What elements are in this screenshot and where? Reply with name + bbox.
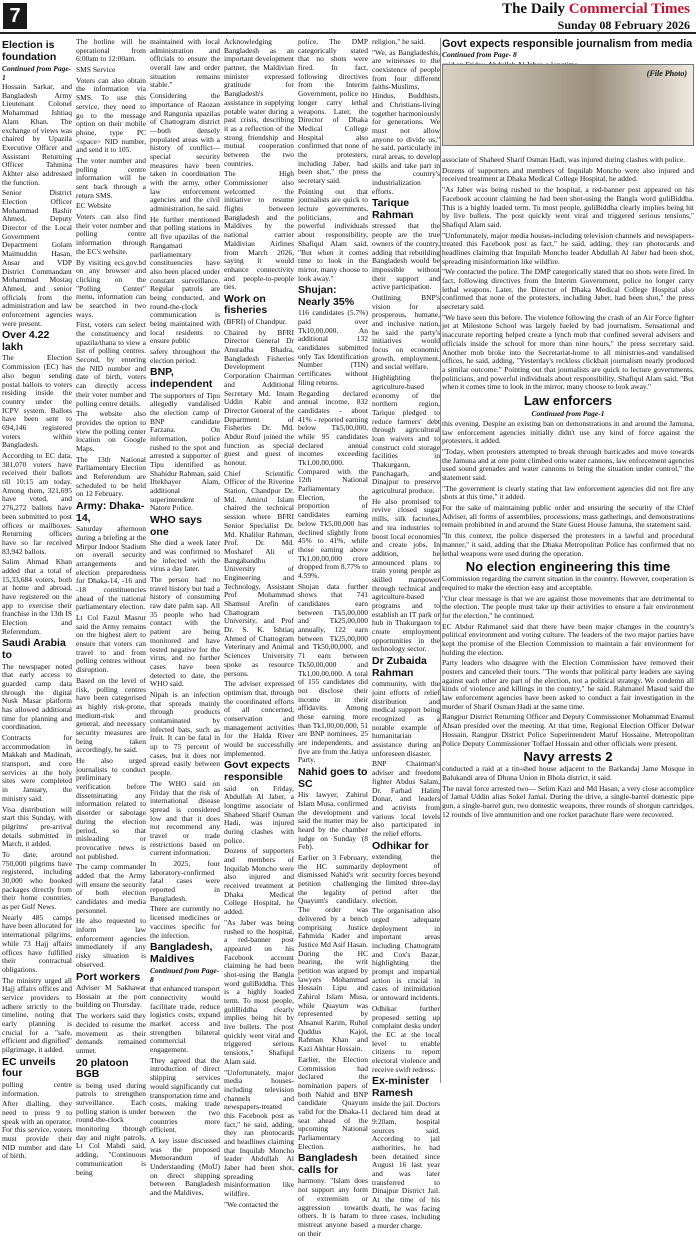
paragraph: Odhikar further proposed setting up complaint desks under the EC at the local level to enable citizens to report electoral violence and receive swift redress. <box>372 1003 440 1074</box>
paragraph: The Election Commission (EC) has also begun sending postal ballots to voters residing inside the country under the ICPV system. Ballots have been sent to 694,146 registered voters within Bangladesh. <box>2 353 72 450</box>
story-headline: Odhikar for <box>372 839 429 852</box>
story-law-body <box>442 420 694 558</box>
paragraph: inside the jail. Doctors declared him dead at 9:20am, hospital sources said. According to jail authorities, he had been detained since August 16 last year and was later transferred to Dinajpur District Jail. At the time of his death, he was facing three cases, including a murder charge. <box>372 1099 440 1231</box>
paragraph: The High Commissioner also welcomed the initiative to resume flights between Bangladesh and the Maldives by the national carrier Maldivian Airlines from March 2026, saying it would enhance connectivity and people-to-people ties. <box>224 169 294 292</box>
story-headline: Bangladesh, Maldives <box>150 941 213 965</box>
story-navy-body <box>442 765 694 819</box>
paragraph: Party leaders who disagree with the Election Commission have removed their posters and canceled their tours. "The words that political party leaders are saying against each other are part of the election, not a political strategy. We condemn all kinds of violence and killings in the country," he said. Rahmanel Masud said the law enforcement agencies have been asked to conduct a fair investigation in the murder of Sharif Osman Hadi at the same time. <box>442 658 694 711</box>
paragraph: The 13th National Parliamentary Election and Referendum are scheduled to be held on 12 February. <box>76 454 146 499</box>
paragraph: Commission regarding the current situation in the country. However, cooperation is required to make the election easy and acceptable. <box>442 574 694 592</box>
paragraph: is being used during patrols to strengthen surveillance. Each polling station is under round-the-clock monitoring through day and night patrols, Lt Col Mahdi said, adding, "Continuous communication is being <box>76 1080 146 1177</box>
paragraph: "As Jaber was being rushed to the hospital, a red-banner post appeared on his Facebook account claiming he had been shot-using the Bangla word guliBiddha. This is a highly loaded term. To most people, guliBiddha clearly implies being hit by live bullets. The post quickly went viral and triggered serious tensions," Shafiqul Alam said. <box>224 917 294 1066</box>
headline-govt-journalism: Govt expects responsible journalism from media <box>442 38 693 50</box>
column-divider <box>440 38 441 1083</box>
paragraph: BNP Chairman's adviser and freedom fighter Abdus Salam, Dr. Farhad Halim Donar, and leaders and activists from various local levels also participated in the relief efforts. <box>372 759 440 838</box>
paragraph: "We, as Bangladeshis, are witnesses to the coexistence of people from four different faiths-Muslims, Hindus, Buddhists, and Christians-living together harmoniously for generations. We must not allow anyone to divide us," he said, particularly in rural areas, to develop skills and take part in the country's industrialization efforts. <box>372 47 440 196</box>
paragraph: She died a week later and was confirmed to be infected with the virus a day later. <box>150 538 220 574</box>
paragraph: harmony. "Islam does not support any form of extremism or aggression towards others. It is haram to mistreat anyone based on their <box>298 1176 368 1238</box>
paragraph: Visa distribution will start this Sunday, with pilgrims' pre-arrival details submitted in March, it added. <box>2 804 72 849</box>
issue-date: Sunday 08 February 2026 <box>557 18 690 32</box>
paragraph: Chief Scientific Officer of the Riverine Station, Chandpur Dr. Md. Amirul Islam chaired the technical session where BFRI Senior Specialist Dr. Md. Khalilur Rahman, Prof. Dr. Md. Mosharef Ali of Bangabandhu University of Engineering and Technology, Assistant Prof Mohammad Shamsul Arefin of Chattogram University, and Prof Dr. S. K. Ishtiaq Ahmed of Chattogram Veterinary and Animal Sciences University spoke as resource persons. <box>224 468 294 678</box>
paragraph: He also urged journalists to conduct preliminary verification before disseminating any information related to disorder or sabotage during the election period, so that misleading or provocative news is not published. <box>76 756 146 861</box>
paragraph: The newspaper noted that early access to guarded camp data through the digital Nusk Masar platform has allowed additional time for planning and coordination. <box>2 661 72 732</box>
paragraph: Acknowledging Bangladesh as an important development partner, the Maldivian minister expressed gratitude for Bangladesh's assistance in supplying potable water during a past crisis, describing it as a reflection of the strong friendship and mutual cooperation between the two countries. <box>224 37 294 168</box>
story-headline: Bangladesh calls for <box>298 1152 358 1176</box>
story-noel-body <box>442 575 694 748</box>
story-headline: 20 platoon BGB <box>76 1056 129 1081</box>
paragraph: Nearly 485 camps have been allocated for international pilgrims, while 73 Hajj affairs offices have fulfilled their contractual obligations. <box>2 912 72 974</box>
paragraph: Salim Ahmad Khan added that a total of 15,33,684 voters, both at home and abroad, have registered on the app to exercise their franchise in the 13th IS Election and Referendum. <box>2 557 72 636</box>
paragraph: The camp commander added that the Army will ensure the security of both election candidates and media personnel. <box>76 862 146 915</box>
paragraph: "Our clear message is that we are against those movements that are detrimental to the election. The people must take up their activities to ensure a fair environment for the election," he continued. <box>442 593 694 620</box>
column-1 <box>2 38 72 1161</box>
paragraph: this evening. Despite an existing ban on demonstrations in and around the Jamuna, law enforcement agencies initially didn't use any kind of force against the protesters, it added. <box>442 418 694 446</box>
paragraph: Senior District Election Officer Mohammad Bashir Ahmed, Deputy Director of the Local Government Department Golam Maimuddin Hasan, Ansar and VDP District Commandant Mohammad Mostaq Ahmed, and senior officials from the administration and law enforcement agencies were present. <box>2 188 72 328</box>
masthead <box>0 0 696 34</box>
story-headline: Shujan: Nearly 35% <box>298 284 355 308</box>
story-headline: Dr Zubaida Rahman <box>372 655 427 679</box>
paragraph: Saturday afternoon during a briefing at the Mirpur Indoor Stadium on overall security arrangements and election preparedness for Dhaka-14, -16 and -18 constituencies ahead of the national parliamentary election. <box>76 524 146 612</box>
paragraph: According to EC data, 381,070 voters have received their ballots till 10:15 am today. Among them, 321,695 have voted, and 276,272 ballots have been submitted to post offices or mailboxes. Returning officers have so far received 83,942 ballots. <box>2 451 72 556</box>
story-headline: Army: Dhaka-14, <box>76 500 145 524</box>
story-headline: Port workers <box>76 970 141 983</box>
paragraph: For the sake of maintaining public order and ensuring the security of the Chief Adviser, all forms of assemblies, processions, mass gatherings, and demonstrations remain prohibited in and around the State Guest House Jamuna, the statement said. <box>442 503 694 530</box>
paragraph: "The government is clearly stating that law enforcement agencies did not fire any shots at this time," it added. <box>442 483 694 502</box>
paragraph: Contracts for accommodation in Makkah and Madinah, transport, and core services at the holy sites were completed in January, the ministry said. <box>2 733 72 803</box>
paragraph: The voter number and polling centre information will be sent back through a return SMS. <box>76 155 146 200</box>
story-headline: Ex-minister Ramesh <box>372 1075 430 1099</box>
paragraph: His lawyer, Zahirul Islam Musa, confirmed the development and said the matter may be heard by the chamber judge on Sunday (8 Feb). <box>298 790 368 852</box>
story-headline: WHO says one <box>150 514 202 538</box>
paragraph: "We contacted the <box>224 1199 279 1209</box>
column-3 <box>150 37 220 1198</box>
paragraph: Shujan data further shows that 741 candidates earn between Tk5,00,000 and Tk25,00,000 annually, 122 earn between Tk25,00,000 and Tk50,00,000, and 71 earn between Tk50,00,000 and Tk1,00,00,000. A total of 155 candidates did not disclose their income in their affidavits. Among those earning more than Tk1,00,00,000, 51 are BNP nominees, 25 are independents, and five are from the Jatiya Party. <box>298 581 368 765</box>
paragraph: To date, around 750,000 pilgrims have registered, including 30,000 who booked packages directly from their home countries, as per Gulf News. <box>2 849 72 912</box>
paragraph: stressed that the people are the true owners of the country, adding that rebuilding Bangladesh would be impossible without their support and active participation. <box>372 221 440 292</box>
paragraph: The naval force arrested two— Selim Kazi and Md Hasan, a very close accomplice of Jamal Uddin alias Sokel Jamal. During the drive, a single-barrel domestic pipe gun, a single-barrel gun, two domestic weapons, three rounds of shotgun cartridges, 12 rounds of live ammunition and one rocket parachute flare were recovered. <box>442 783 694 819</box>
photo-credit: (File Photo) <box>646 69 687 78</box>
paragraph: First, voters can select the constituency and upazila/thana to view a list of polling centres. Second, by entering the NID number and date of birth, voters can directly access their voter number and polling centre details. <box>76 320 146 408</box>
paragraph: Voters can also obtain the information via SMS. To use this service, they need to go to the message option on their mobile phone, type PC <space> NID number, and send it to 105. <box>76 75 146 155</box>
page-number: 7 <box>3 3 27 29</box>
headline-navy-arrests: Navy arrests 2 <box>523 749 613 765</box>
paragraph: Voters can also find their voter number and polling centre information through the EC's website. <box>76 212 146 256</box>
column-2 <box>76 37 146 1177</box>
paragraph: conducted a raid at a tin-shed house adjacent to the Barkandaj Jame Mosque in Balukandi area of Dhuna Union in Bhola district, it said. <box>442 764 694 782</box>
newspaper-name <box>502 1 690 18</box>
story-govt-body <box>442 156 694 392</box>
news-photo <box>442 64 694 146</box>
paragraph: Outlining BNP's vision for a prosperous, humane, and inclusive nation, he said the party's initiatives would focus on economic growth, employment, and social welfare. <box>372 292 440 372</box>
paragraph: Pointing out that journalists are quick to lecture governments, politicians, and powerful individuals about responsibility, Shafiqul Alam said, "But when it comes time to look in the mirror, many choose to look away." <box>298 186 368 283</box>
paragraph: By visiting ecs.gov.bd on any browser and clicking on the "Polling Center" menu, information can be searched in two ways. <box>76 257 146 319</box>
paragraph: Lt Col Fazul Masrur said the Army remains on the highest alert to ensure that voters can travel to and from polling centres without disruption. <box>76 613 146 675</box>
paragraph: Considering the importance of Raozan and Rangunia upazilas of Chattogram district—both densely populated areas with a history of conflict—special security measures have been taken in coordination with the army, other law enforcement agencies and the civil administration, he said. <box>150 91 220 214</box>
name-lead: The Daily <box>502 1 566 17</box>
paragraph: Dozens of supporters and members of Inquilab Moncho were also injured and received treatment at Dhaka Medical College Hospital, he added. <box>224 846 294 917</box>
paragraph: "Unfortunately, major media houses-including television channels and newspapers-treated this Facebook post as fact," he said, adding, they ran photocards and headlines claiming that Inquilab Moncho leader Abdullah Al Jaber had been shot, spreading misinformation like wildfire. <box>442 230 694 266</box>
paragraph: "We have seen this before. The violence following the crash of an Air Force fighter jet at Milestone School was largely fueled by bad journalism. Sensational and inaccurate reporting helped create a lynch mob that confined several advisers and officials inside the school for more than nine hours," the press secretary said. Another mob broke into the Secretariat-home to all ministries-and vandalised offices, he said, adding, "Yesterday's reckless clickbait journalism nearly produced a similar outcome." Pointing out that journalists are quick to lecture governments, politicians, and powerful individuals about responsibility, Shafiqul Alam said, "But when it comes time to look in the mirror, many choose to look away." <box>442 312 694 392</box>
name-brand: Commercial Times <box>568 1 690 17</box>
paragraph: "We contacted the police. The DMP categorically stated that no shots were fired. In fact, following directives from the Interim Government, police no longer carry lethal weapons. Later, the Director of Dhaka Medical College Hospital also confirmed that none of the protesters, including Jaber, had been shot," the press secretary said. <box>442 267 694 312</box>
paragraph: "As Jaber was being rushed to the hospital, a red-banner post appeared on his Facebook account claiming he had been shot-using the Bangla word guliBiddha. This is a highly loaded term. To most people, guliBiddha clearly implies being hit by live bullets. The post quickly went viral and triggered serious tensions," Shafiqul Alam said. <box>442 185 694 229</box>
paragraph: "In this context, the police dispersed the protesters in a lawful and procedural manner," it said, adding that the Dhaka Metropolitan Police has confirmed that no lethal weapons were used during the operation. <box>442 531 694 558</box>
paragraph: In 2025, four laboratory-confirmed fatal cases were reported in Bangladesh. <box>150 859 220 903</box>
headline-no-election-engineering: No election engineering this time <box>465 559 671 575</box>
paragraph: associate of Shaheed Sharif Osman Hadi, was injured during clashes with police. <box>442 155 686 165</box>
paragraph: Dozens of supporters and members of Inquilab Moncho were also injured and received treatment at Dhaka Medical College Hospital, he added. <box>442 165 694 184</box>
kicker-law: Continued from Page-1 <box>531 408 605 418</box>
paragraph: Hossain Sarkar, and Bangladesh Army Lieutenant Colonel Mohammad Ishtiaq Alam Khan. The exchange of views was chaired by Upazila Executive Officer and Assistant Returning Officer Tahmina Akhter also addressed the function. <box>2 82 72 187</box>
column-4 <box>224 37 294 1209</box>
paragraph: maintained with local administration and officials to ensure the overall law and order situation remains stable." <box>150 37 220 90</box>
story-kicker: Continued from Page-8 <box>150 966 220 985</box>
paragraph: (BFRI) of Chandpur. <box>224 317 287 327</box>
paragraph: Chaired by BFRI Director General Dr Anuradha Bhadra, Bangladesh Fisheries Development Corporation Chairman and Additional Secretary Md. Imam Uddin Kabir and Director General of the Department of Fisheries Dr. Md. Abdur Rouf joined the function as special guest and guest of honour. <box>224 327 294 468</box>
story-headline: Saudi Arabia to <box>2 637 66 661</box>
paragraph: The supporters of Tipu allegedly vandalised the election camp of BNP candidate Farzana. On information, police rushed to the spot and arrested a supporter of Tipu identified as Shahidur Rahman, said Iftekhayer Alam, additional superintendent of Natore Police. <box>150 390 220 513</box>
column-6 <box>372 37 440 1231</box>
story-headline: Govt expects responsible <box>224 759 290 783</box>
column-5 <box>298 37 368 1238</box>
story-headline: Work on fisheries <box>224 292 268 317</box>
kicker-govt: Continued from Page- 8 <box>442 50 517 60</box>
story-headline: Over 4.22 lakh <box>2 329 50 353</box>
paragraph: A key issue discussed was the proposed Memorandum of Understanding (MoU) on direct shipping between Bangladesh and the Maldives. <box>150 1135 220 1198</box>
paragraph: The website also provides the option to view the polling center location on Google Maps. <box>76 409 146 453</box>
paragraph: SMS Service <box>76 65 116 75</box>
paragraph: They agreed that the introduction of direct shipping services would significantly cut transportation time and costs, making trade between the two countries more efficient. <box>150 1055 220 1135</box>
paragraph: polling centre information. <box>2 1079 72 1098</box>
paragraph: Nipah is an infection that spreads mainly through products contaminated by infected bats, such as fruit. It can be fatal in up to 75 percent of cases, but it does not spread easily between people. <box>150 689 220 778</box>
paragraph: After dialling, they need to press 9 to speak with an operator. For this service, voters must provide their NID number and date of birth. <box>2 1099 72 1161</box>
paragraph: The person had no travel history but had a history of consuming raw date palm sap. All 35 people who had contact with the patient are being monitored and have tested negative for the virus, and no further cases have been detected to date, the WHO said. <box>150 575 220 689</box>
paragraph: Adviser M Sakhawat Hossain at the port building on Thursday. <box>76 983 146 1010</box>
paragraph: The WHO said on Friday that the risk of international disease spread is considered low and that it does not recommend any travel or trade restrictions based on current information. <box>150 778 220 858</box>
paragraph: that enhanced transport connectivity would facilitate trade, reduce logistics costs, expand market access and strengthen bilateral commercial engagement. <box>150 984 220 1055</box>
story-headline: EC unveils four <box>2 1055 56 1080</box>
paragraph: community, with the joint efforts of relief distribution and medical support being recognized as a notable example of humanitarian assistance during an unforeseen disaster. <box>372 679 440 758</box>
paragraph: "Unfortunately, major media houses-including television channels and newspapers-treated this Facebook post as fact," he said, adding, they ran photocards and headlines claiming that Inquilab Moncho leader Abdullah Al Jaber had been shot, spreading misinformation like wildfire. <box>224 1067 294 1199</box>
paragraph: The hotline will be operational from 6:00am to 12:00am. <box>76 37 146 64</box>
paragraph: EC Website <box>76 201 112 211</box>
paragraph: Earlier on 3 February, the HC summarily dismissed Nahid's writ petition challenging the legality of Quayum's candidacy. The order was delivered by a bench comprising Justice Fahmida Kader and Justice Md Asif Hasan. During the HC hearing, the writ petition was argued by lawyers Mohammad Hossain Lipu and Zahirul Islam Musa, while Quayum was represented by Ahsanul Karim, Ruhul Quddus Kajol, Rahman Khan and Kazi Akhtar Hossain. <box>298 853 368 1054</box>
paragraph: The workers said they decided to resume the movement as their demands remained unmet. <box>76 1011 146 1055</box>
paragraph: said on Friday, Abdullah Al Jaber, a longtime associate of Shaheed Sharif Osman Hadi, was injured during clashes with police. <box>224 783 294 845</box>
paragraph: The ministry urged all Hajj affairs offices and service providers to adhere strictly to the timeline, noting that early planning is crucial for a "safe, efficient and dignified" pilgrimage, it added. <box>2 975 72 1055</box>
paragraph: "Today, when protesters attempted to break through barricades and move towards the Jamuna and at one point climbed onto water cannons, law enforcement agencies used sound grenades and water cannons to bring the situation under control," the statement said. <box>442 446 694 483</box>
story-headline: Election is foundation <box>2 39 57 63</box>
paragraph: 116 candidates (5.7%) paid over Tk10,00,000. An additional 132 candidates submitted only Tax Identification Number (TIN) certificates without filing returns. <box>298 308 368 387</box>
paragraph: He also promised to revive closed sugar mills, silk factories, and tea industries to boost local economies and create jobs. In addition, he announced plans to train young people as skilled manpower through technical and agriculture-based programs and to establish an IT park or hub in Thakurgaon to create employment opportunities in the technology sector. <box>372 496 440 654</box>
story-kicker: Continued from Page-1 <box>2 64 72 83</box>
paragraph: Rangpur District Returning Officer and Deputy Commissioner Mohammad Enamul Ahsan presided over the meeting. At that time, Regional Election Officer Delwar Hossain, Rangpur District Police Superintendent Maruf Hossaine, Metropolitan Police Deputy Commissioner Toffael Hossain and other officials were present. <box>442 712 694 748</box>
paragraph: religion," he said. <box>372 37 426 46</box>
paragraph: Highlighting the agriculture-based economy of the northern region, Tarique pledged to reduce farmers' debt through agricultural loan waivers and to construct cold storage facilities in Thakurgaon, Panchagarh, and Dinajpur to preserve agricultural produce. <box>372 373 440 496</box>
story-headline: Tarique Rahman <box>372 197 414 221</box>
paragraph: The adviser expressed optimism that, through the coordinated efforts of all concerned, conservation and management activities for the Halda River would be successfully implemented. <box>224 679 294 758</box>
paragraph: The organisation also urged adequate deployment in important areas including Chattogram and Cox's Bazar, highlighting the prompt and impartial action is crucial in cases of intimidation or untoward incidents. <box>372 906 440 1003</box>
paragraph: He also requested to inform law enforcement agencies immediately if any risky situation is observed. <box>76 916 146 969</box>
paragraph: He further mentioned that polling stations in all five upazilas of the Rangamati parliamentary constituencies have also been placed under constant surveillance. Regular patrols are being conducted, and round-the-clock communication is being maintained with local residents to ensure public <box>150 214 220 346</box>
paragraph: extending the deployment of security forces beyond the limited three-day period after the election. <box>372 852 440 905</box>
paragraph: EC Abdur Rahmanel said that there have been major changes in the country's political environment and voting culture. The leaders of the two major parties have kept the promise of the Election Commission to maintain a fair environment for holding the election. <box>442 621 694 657</box>
paragraph: Based on the level of risk, polling centres have been categorised as highly risk-prone, medium-risk and general, and necessary security measures are being taken accordingly, he said. <box>76 675 146 755</box>
headline-law-enforcers: Law enforcers <box>523 392 613 408</box>
paragraph: police. The DMP categorically stated that no shots were fired. In fact, following directives from the Interim Government, police no longer carry lethal weapons. Later, the Director of Dhaka Medical College Hospital also confirmed that none of the protesters, including Jaber, had been shot," the press secretary said. <box>298 37 368 185</box>
paragraph: Earlier, the Election Commission had declared the nomination papers of both Nahid and BNP candidate Quayum valid for the Dhaka-11 seat ahead of the upcoming National Parliamentary Election. <box>298 1054 368 1151</box>
story-headline: Nahid goes to SC <box>298 766 368 790</box>
paragraph: Regarding declared annual income, 832 candidates - about 41% - reported earning below Tk5,00,000, while 95 candidates declared annual incomes exceeding Tk1,00,00,000. Compared with the 12th National Parliamentary Election, the proportion of candidates earning below Tk5,00,000 has declined slightly from 45% to 41%, while those earning above Tk1,00,00,000 crore dropped from 8.77% to 4.59%. <box>298 388 368 580</box>
right-section <box>442 38 694 1083</box>
paragraph: There are currently no licensed medicines or vaccines specific for the infection. <box>150 904 220 940</box>
story-headline: BNP, independent <box>150 366 213 390</box>
paragraph: safety throughout the election period. <box>150 347 220 365</box>
